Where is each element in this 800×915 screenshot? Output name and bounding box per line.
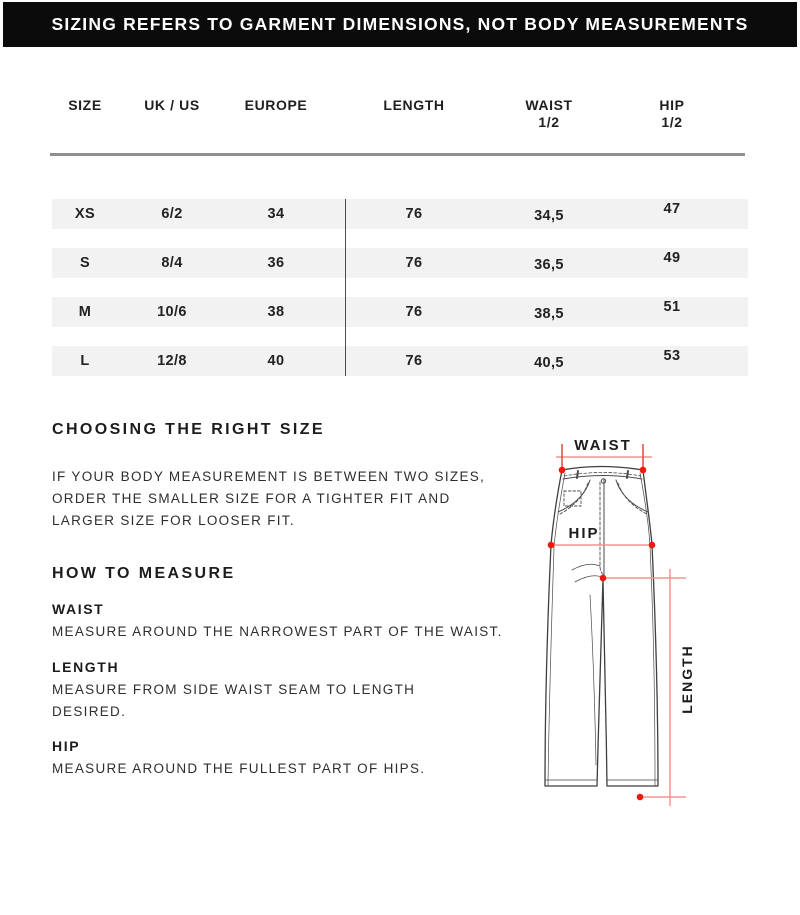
- cell-hip: 47: [663, 201, 681, 217]
- measure-hip-desc: MEASURE AROUND THE FULLEST PART OF HIPS.: [52, 761, 426, 776]
- disclaimer-text: SIZING REFERS TO GARMENT DIMENSIONS, NOT BODY MEASUREMENTS: [51, 14, 749, 34]
- column-header-hip: HIP 1/2: [659, 97, 685, 130]
- column-header-waist: WAIST 1/2: [525, 97, 573, 130]
- cell-europe: 40: [267, 353, 285, 369]
- measure-length-desc: [52, 679, 415, 723]
- cell-length: 76: [405, 304, 423, 320]
- choosing-size-paragraph: [52, 466, 485, 532]
- measure-waist-desc: MEASURE AROUND THE NARROWEST PART OF THE WAIST.: [52, 624, 503, 639]
- cell-europe: 34: [267, 206, 285, 222]
- table-column-divider: [345, 199, 346, 376]
- measure-length-label: LENGTH: [52, 659, 120, 675]
- column-header-uk-us: UK / US: [144, 97, 200, 113]
- diagram-hip-label: HIP: [568, 525, 600, 542]
- cell-size: L: [80, 353, 90, 369]
- choosing-size-heading: CHOOSING THE RIGHT SIZE: [52, 421, 325, 438]
- how-to-measure-heading: HOW TO MEASURE: [52, 565, 236, 582]
- disclaimer-banner: [3, 2, 797, 47]
- table-row-l: [52, 346, 748, 376]
- cell-europe: 38: [267, 304, 285, 320]
- column-header-size: SIZE: [68, 97, 102, 113]
- cell-waist: 34,5: [534, 208, 564, 224]
- column-header-length: LENGTH: [383, 97, 445, 113]
- cell-europe: 36: [267, 255, 285, 271]
- table-row-s: [52, 248, 748, 278]
- cell-hip: 51: [663, 299, 681, 315]
- cell-uk-us: 10/6: [157, 304, 187, 320]
- diagram-length-label: LENGTH: [679, 644, 695, 714]
- cell-size: M: [78, 304, 92, 320]
- table-header-rule: [50, 153, 745, 156]
- size-table-header: [52, 97, 748, 131]
- paragraph-line: ORDER THE SMALLER SIZE FOR A TIGHTER FIT AND: [52, 491, 451, 506]
- pants-outline: [545, 467, 658, 787]
- cell-hip: 49: [663, 250, 681, 266]
- trousers-diagram: [530, 425, 800, 820]
- cell-waist: 36,5: [534, 257, 564, 273]
- paragraph-line: IF YOUR BODY MEASUREMENT IS BETWEEN TWO SIZES,: [52, 469, 486, 484]
- cell-waist: 40,5: [534, 355, 564, 371]
- measure-waist-label: WAIST: [52, 601, 105, 617]
- table-row-xs: [52, 199, 748, 229]
- paragraph-line: DESIRED.: [52, 704, 127, 719]
- cell-size: XS: [74, 206, 96, 222]
- cell-uk-us: 12/8: [157, 353, 187, 369]
- cell-uk-us: 6/2: [161, 206, 183, 222]
- cell-uk-us: 8/4: [161, 255, 183, 271]
- diagram-waist-label: WAIST: [574, 437, 632, 454]
- cell-length: 76: [405, 255, 423, 271]
- measure-hip-label: HIP: [52, 738, 81, 754]
- cell-length: 76: [405, 353, 423, 369]
- cell-length: 76: [405, 206, 423, 222]
- table-row-m: [52, 297, 748, 327]
- cell-hip: 53: [663, 348, 681, 364]
- cell-waist: 38,5: [534, 306, 564, 322]
- column-header-europe: EUROPE: [244, 97, 308, 113]
- paragraph-line: LARGER SIZE FOR LOOSER FIT.: [52, 513, 295, 528]
- paragraph-line: MEASURE FROM SIDE WAIST SEAM TO LENGTH: [52, 682, 416, 697]
- cell-size: S: [79, 255, 91, 271]
